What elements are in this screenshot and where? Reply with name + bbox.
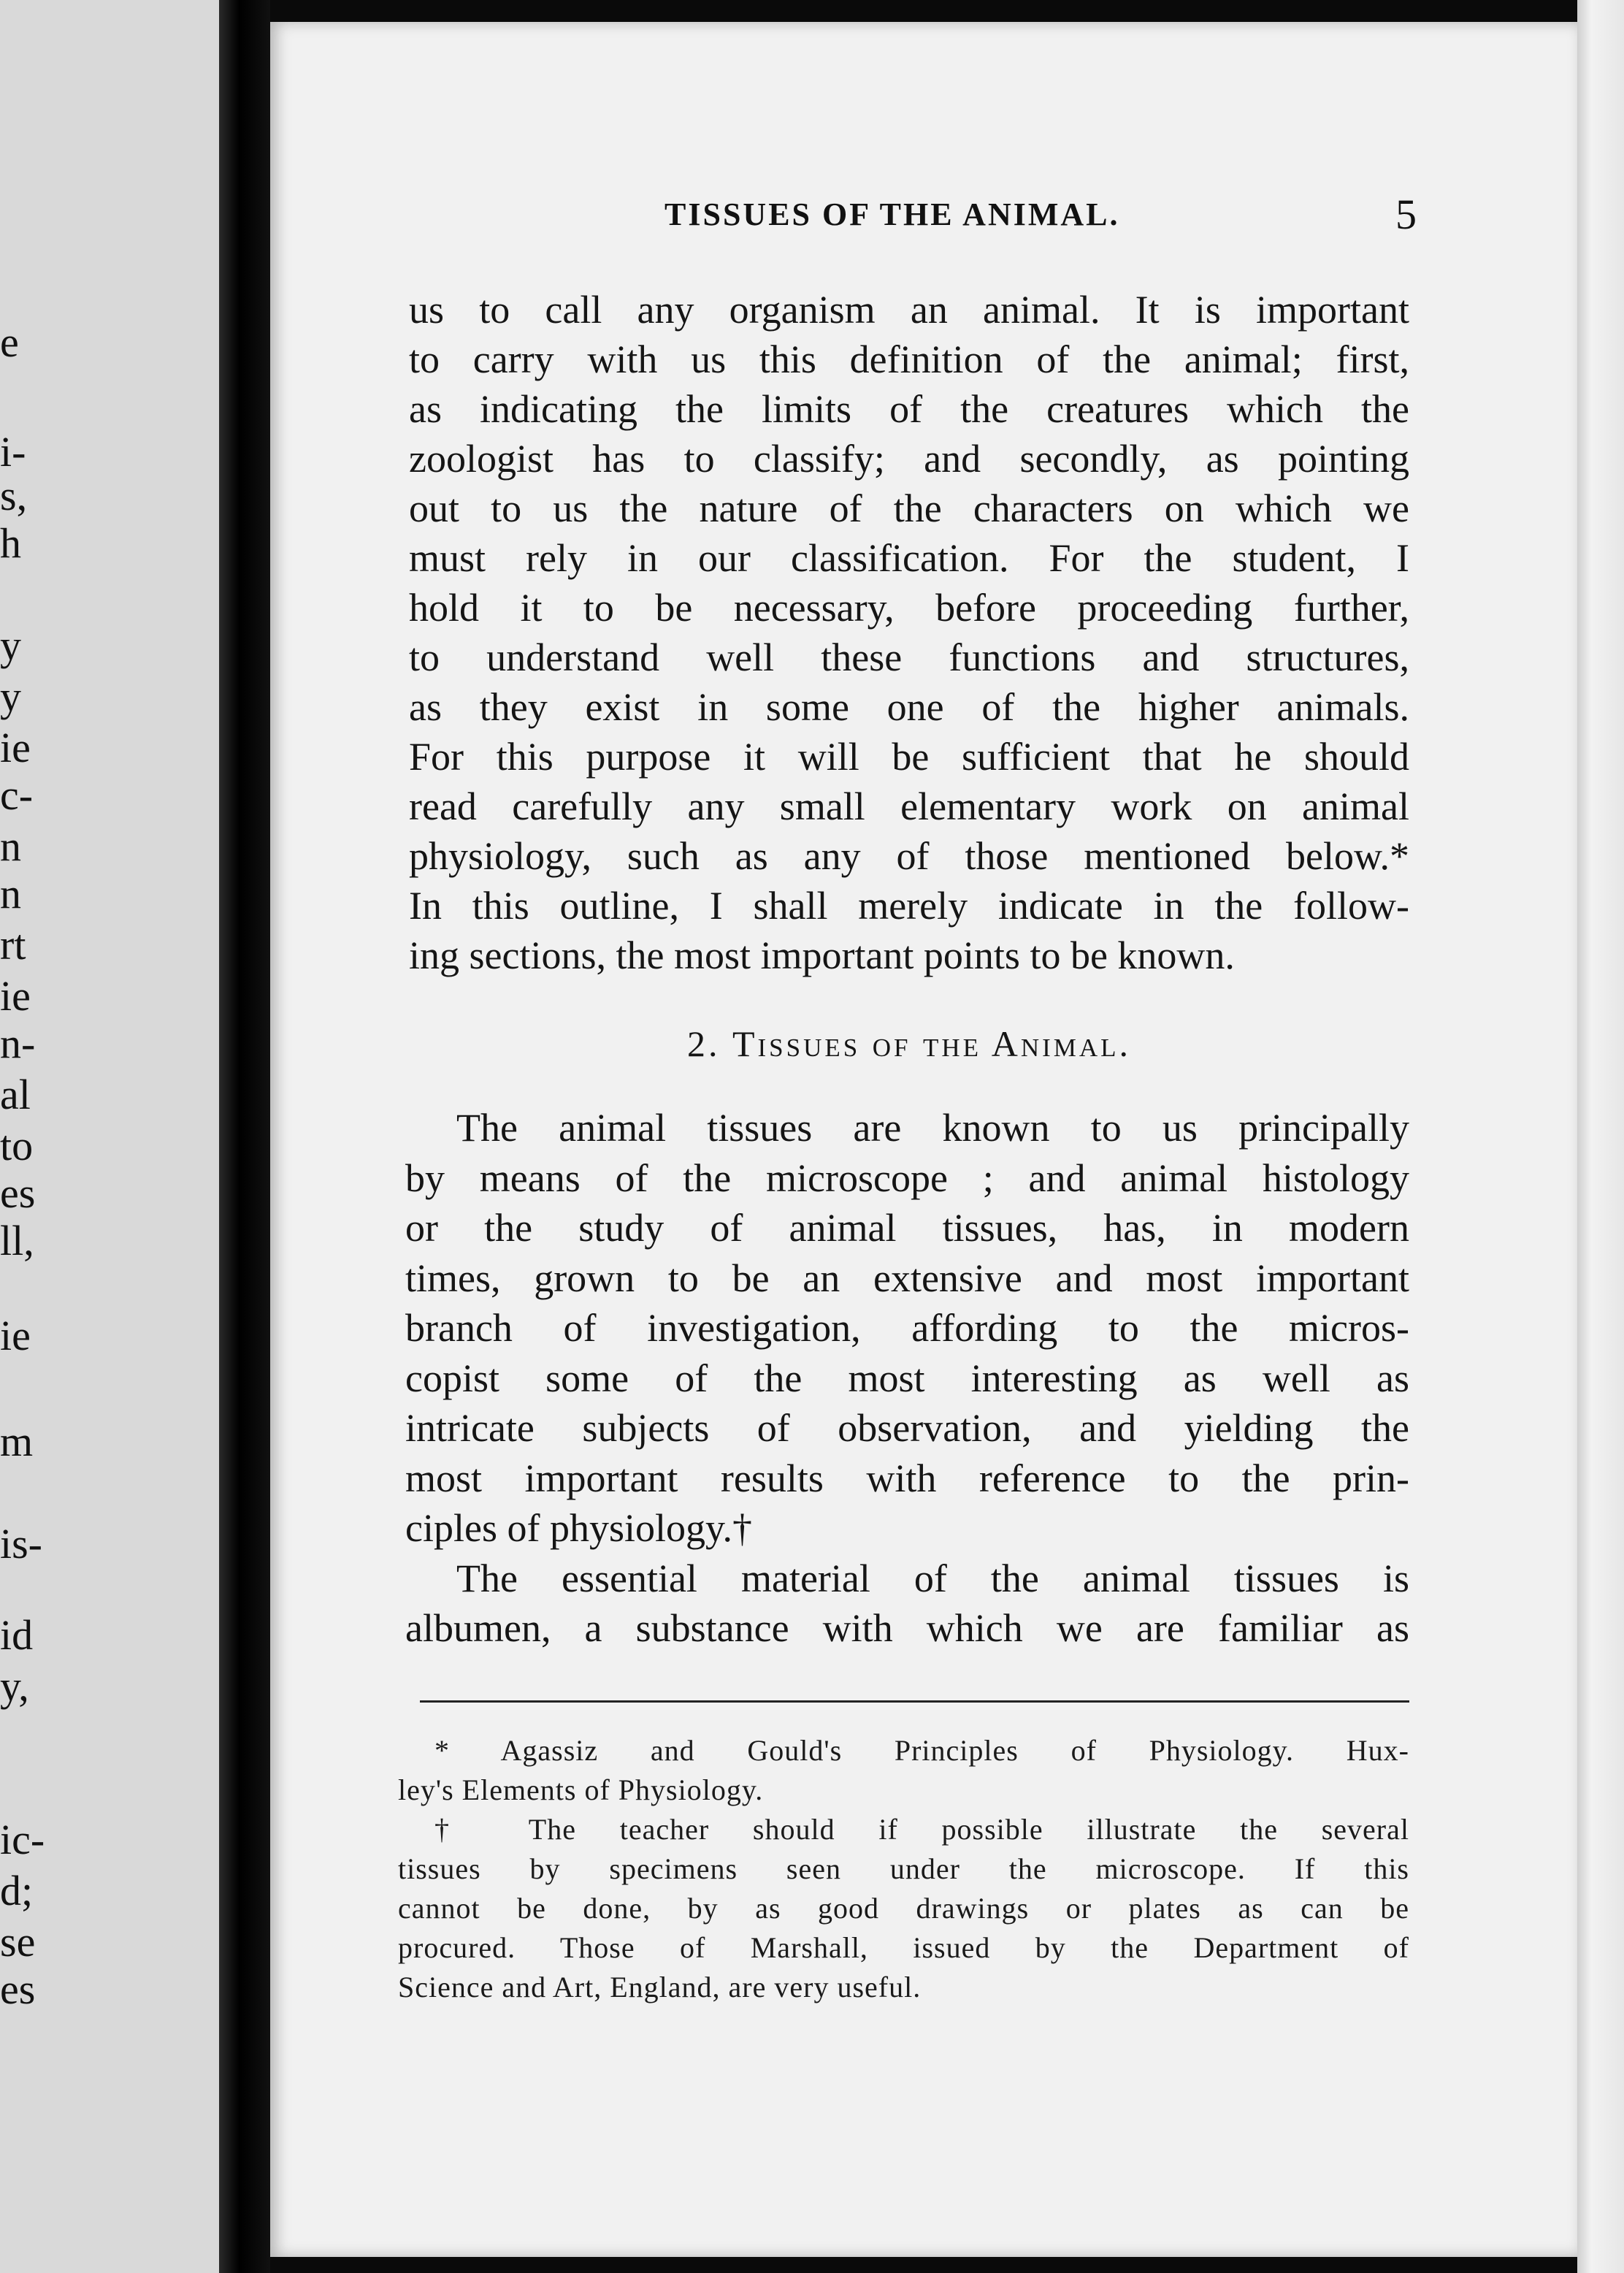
text-line: by means of the microscope ; and animal histology	[405, 1155, 1409, 1200]
text-line: to understand well these functions and structures,	[409, 635, 1409, 679]
left-fragment: se	[0, 1918, 36, 1966]
left-fragment: es	[0, 1966, 36, 2013]
section-title: Tissues of the Animal.	[732, 1023, 1132, 1064]
left-fragment: c-	[0, 771, 34, 819]
left-fragment: al	[0, 1071, 31, 1118]
text-line: copist some of the most interesting as well as	[405, 1356, 1409, 1400]
footnote-rule	[420, 1700, 1409, 1703]
text-line: to carry with us this definition of the animal; first,	[409, 337, 1409, 381]
book-gutter	[219, 0, 270, 2273]
text-line: us to call any organism an animal. It is important	[409, 288, 1409, 332]
left-fragment: n	[0, 822, 21, 870]
text-line: out to us the nature of the characters on which we	[409, 486, 1409, 530]
footnote-line: tissues by specimens seen under the microscope. If this	[398, 1852, 1409, 1885]
text-line: read carefully any small elementary work on animal	[409, 784, 1409, 828]
left-fragment: is-	[0, 1520, 42, 1567]
text-line: or the study of animal tissues, has, in modern	[405, 1206, 1409, 1250]
text-line: In this outline, I shall merely indicate in the follow-	[409, 884, 1409, 928]
left-fragment: ie	[0, 1312, 31, 1359]
text-line: For this purpose it will be sufficient that he should	[409, 735, 1409, 779]
left-fragment: d;	[0, 1867, 34, 1914]
left-fragment: m	[0, 1418, 34, 1465]
text-line: ing sections, the most important points to be known.	[409, 933, 1235, 977]
footnote-line: cannot be done, by as good drawings or plates as can be	[398, 1892, 1409, 1925]
text-line: times, grown to be an extensive and most important	[405, 1256, 1409, 1300]
text-line: zoologist has to classify; and secondly, as pointing	[409, 437, 1409, 481]
left-fragment: ll,	[0, 1217, 34, 1264]
text-line: albumen, a substance with which we are familiar as	[405, 1606, 1409, 1650]
left-fragment: e	[0, 318, 19, 366]
left-fragment: to	[0, 1122, 34, 1169]
text-line: branch of investigation, affording to the micros-	[405, 1306, 1409, 1350]
running-head	[394, 191, 1417, 240]
paragraph-2	[405, 1103, 1409, 1654]
left-fragment: h	[0, 519, 21, 567]
left-fragment: s,	[0, 472, 28, 519]
running-head-title: TISSUES OF THE ANIMAL.	[664, 196, 1120, 232]
text-line: intricate subjects of observation, and yielding the	[405, 1406, 1409, 1450]
left-fragment: n	[0, 870, 21, 917]
text-line: The animal tissues are known to us principally	[456, 1106, 1409, 1150]
left-fragment: y	[0, 673, 21, 720]
text-line: as they exist in some one of the higher animals.	[409, 685, 1409, 729]
footnote-line: ley's Elements of Physiology.	[398, 1773, 764, 1806]
section-heading	[409, 1023, 1409, 1065]
left-fragment: ie	[0, 724, 31, 771]
left-fragment: rt	[0, 921, 26, 969]
text-line: hold it to be necessary, before proceeding further,	[409, 586, 1409, 630]
left-fragment: y	[0, 622, 21, 669]
footnotes	[398, 1731, 1409, 2007]
left-fragment: i-	[0, 428, 26, 475]
page-number: 5	[1395, 191, 1417, 238]
footnote-line: † The teacher should if possible illustrate the several	[434, 1813, 1409, 1846]
text-line: physiology, such as any of those mentioned below.*	[409, 834, 1409, 878]
text-line: as indicating the limits of the creatures which the	[409, 387, 1409, 431]
section-number: 2.	[686, 1023, 721, 1064]
left-facing-page	[0, 0, 219, 2273]
left-fragment: n-	[0, 1020, 36, 1067]
footnote-line: * Agassiz and Gould's Principles of Physiology. Hux-	[434, 1734, 1409, 1767]
footnote-line: Science and Art, England, are very useful.	[398, 1971, 922, 2003]
footnote-line: procured. Those of Marshall, issued by the Department of	[398, 1931, 1409, 1964]
text-line: must rely in our classification. For the student, I	[409, 536, 1409, 580]
text-line: ciples of physiology.†	[405, 1506, 752, 1550]
page-edge	[1577, 0, 1624, 2273]
text-line: The essential material of the animal tissues is	[456, 1556, 1409, 1600]
left-fragment: y,	[0, 1662, 29, 1710]
text-line: most important results with reference to the prin-	[405, 1456, 1409, 1500]
left-page-text-fragments	[0, 0, 219, 2273]
left-fragment: id	[0, 1611, 34, 1659]
left-fragment: ic-	[0, 1816, 45, 1863]
left-fragment: es	[0, 1169, 36, 1217]
left-fragment: ie	[0, 972, 31, 1020]
paragraph-1	[409, 285, 1409, 980]
